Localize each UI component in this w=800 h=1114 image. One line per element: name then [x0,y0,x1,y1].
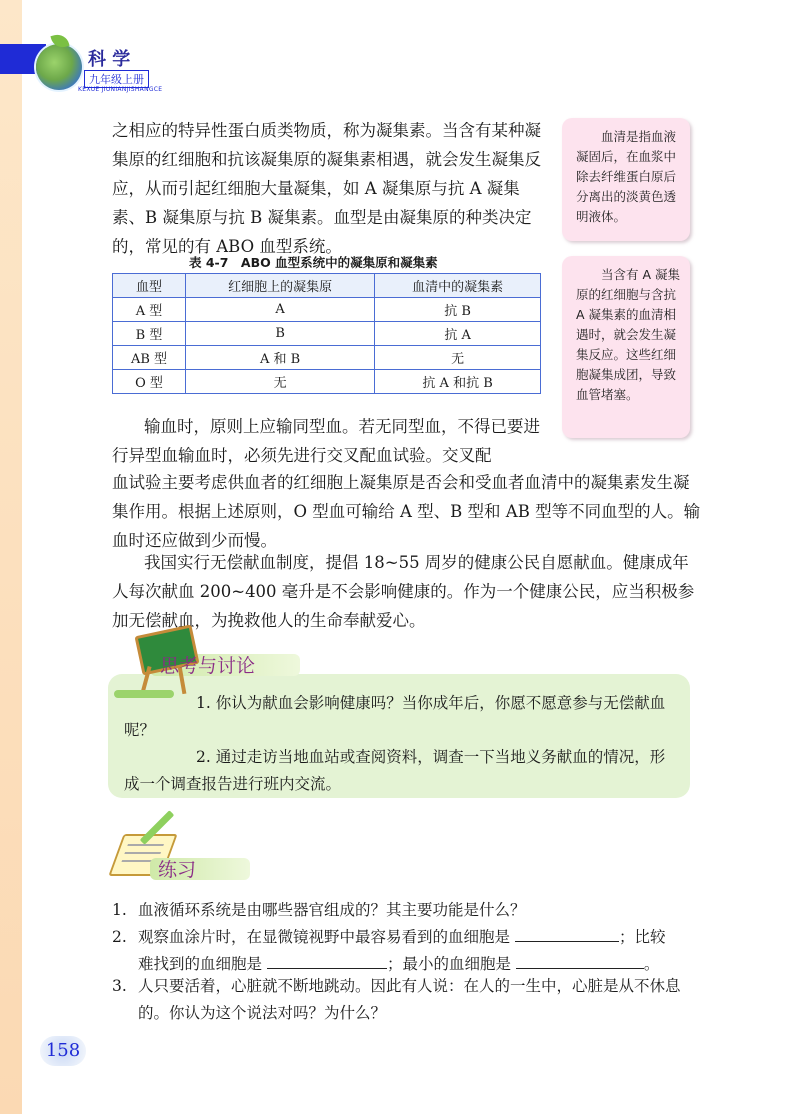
sidebar-note-agglutination: 当含有 A 凝集原的红细胞与含抗 A 凝集素的血清相遇时，就会发生凝集反应。这些红细胞凝集成团，导致血管堵塞。 [562,256,690,438]
body-paragraph-3: 我国实行无偿献血制度，提倡 18~55 周岁的健康公民自愿献血。健康成年人每次献血 200~400 毫升是不会影响健康的。作为一个健康公民，应当积极参加无偿献血，为挽救他人的生命奉献爱心。 [112,553,695,630]
table-cell: 抗 B [375,298,541,322]
answer-blank[interactable] [515,926,619,942]
body-paragraph-2: 输血时，原则上应输同型血。若无同型血，不得已要进行异型血输血时，必须先进行交叉配血试验。交叉配 [112,417,540,465]
practice-question-2 [112,924,692,978]
table-cell: 抗 A 和抗 B [375,370,541,394]
table-row [113,370,541,394]
table-cell: 无 [375,346,541,370]
table-cell: AB 型 [113,346,186,370]
page-edge-band [0,0,22,1114]
body-paragraph-1: 之相应的特异性蛋白质类物质，称为凝集素。当含有某种凝集原的红细胞和抗该凝集原的凝集素相遇，就会发生凝集反应，从而引起红细胞大量凝集，如 A 凝集原与抗 A 凝集素、B 凝集原与抗 B 凝集素。血型是由凝集原的种类决定的，常见的有 ABO 血型系统。 [112,121,541,256]
question-text: 血液循环系统是由哪些器官组成的？其主要功能是什么？ [138,901,526,919]
answer-blank[interactable] [516,953,644,969]
table-header: 血清中的凝集素 [375,274,541,298]
grade-pinyin: KEXUE JIUNIANJISHANGCE [78,86,163,93]
body-paragraph-2-cont: 血试验主要考虑供血者的红细胞上凝集原是否会和受血者血清中的凝集素发生凝集作用。根据上述原则，O 型血可输给 A 型、B 型和 AB 型等不同血型的人。输血时还应做到少而慢。 [112,473,701,550]
table-cell: A [186,298,375,322]
question-text: ；最小的血细胞是 [386,955,511,973]
sidebar-note-serum: 血清是指血液凝固后，在血浆中除去纤维蛋白原后分离出的淡黄色透明液体。 [562,118,690,241]
table-row [113,346,541,370]
practice-question-1 [112,897,692,924]
table-cell: B 型 [113,322,186,346]
table-header-row [113,274,541,298]
question-number: 3. [112,977,127,995]
table-cell: O 型 [113,370,186,394]
table-cell: 抗 A [375,322,541,346]
notebook-line [127,844,164,846]
question-text: 人只要活着，心脏就不断地跳动。因此有人说：在人的一生中，心脏是从不休息的。你认为这个说法对吗？为什么？ [138,977,681,1022]
table-row [113,322,541,346]
table-cell: A 型 [113,298,186,322]
practice-title: 练习 [158,859,197,881]
table-caption: 表 4-7 ABO 血型系统中的凝集原和凝集素 [189,255,438,270]
table-header: 血型 [113,274,186,298]
table-cell: A 和 B [186,346,375,370]
practice-question-3 [112,973,692,1027]
table-cell: B [186,322,375,346]
notebook-line [124,852,161,854]
question-number: 1. [112,901,127,919]
question-text: 。 [643,955,660,973]
page-number: 158 [40,1036,86,1066]
grade-label: 九年级上册 [84,70,149,88]
table-row [113,298,541,322]
table-cell: 无 [186,370,375,394]
answer-blank[interactable] [267,953,387,969]
table-header: 红细胞上的凝集原 [186,274,375,298]
think-discuss-title: 思考与讨论 [160,655,256,677]
question-text: 观察血涂片时，在显微镜视野中最容易看到的血细胞是 [138,928,511,946]
question-text: 难找到的血细胞是 [138,955,263,973]
abo-table [112,273,541,394]
think-item-2: 2. 通过走访当地血站或查阅资料，调查一下当地义务献血的情况，形成一个调查报告进行班内交流。 [124,748,666,793]
think-item-1: 1. 你认为献血会影响健康吗？当你成年后，你愿不愿意参与无偿献血呢？ [124,694,666,739]
question-number: 2. [112,928,127,946]
question-text: ；比较 [618,928,666,946]
subject-title: 科 学 [88,49,131,70]
globe-icon [36,44,82,90]
